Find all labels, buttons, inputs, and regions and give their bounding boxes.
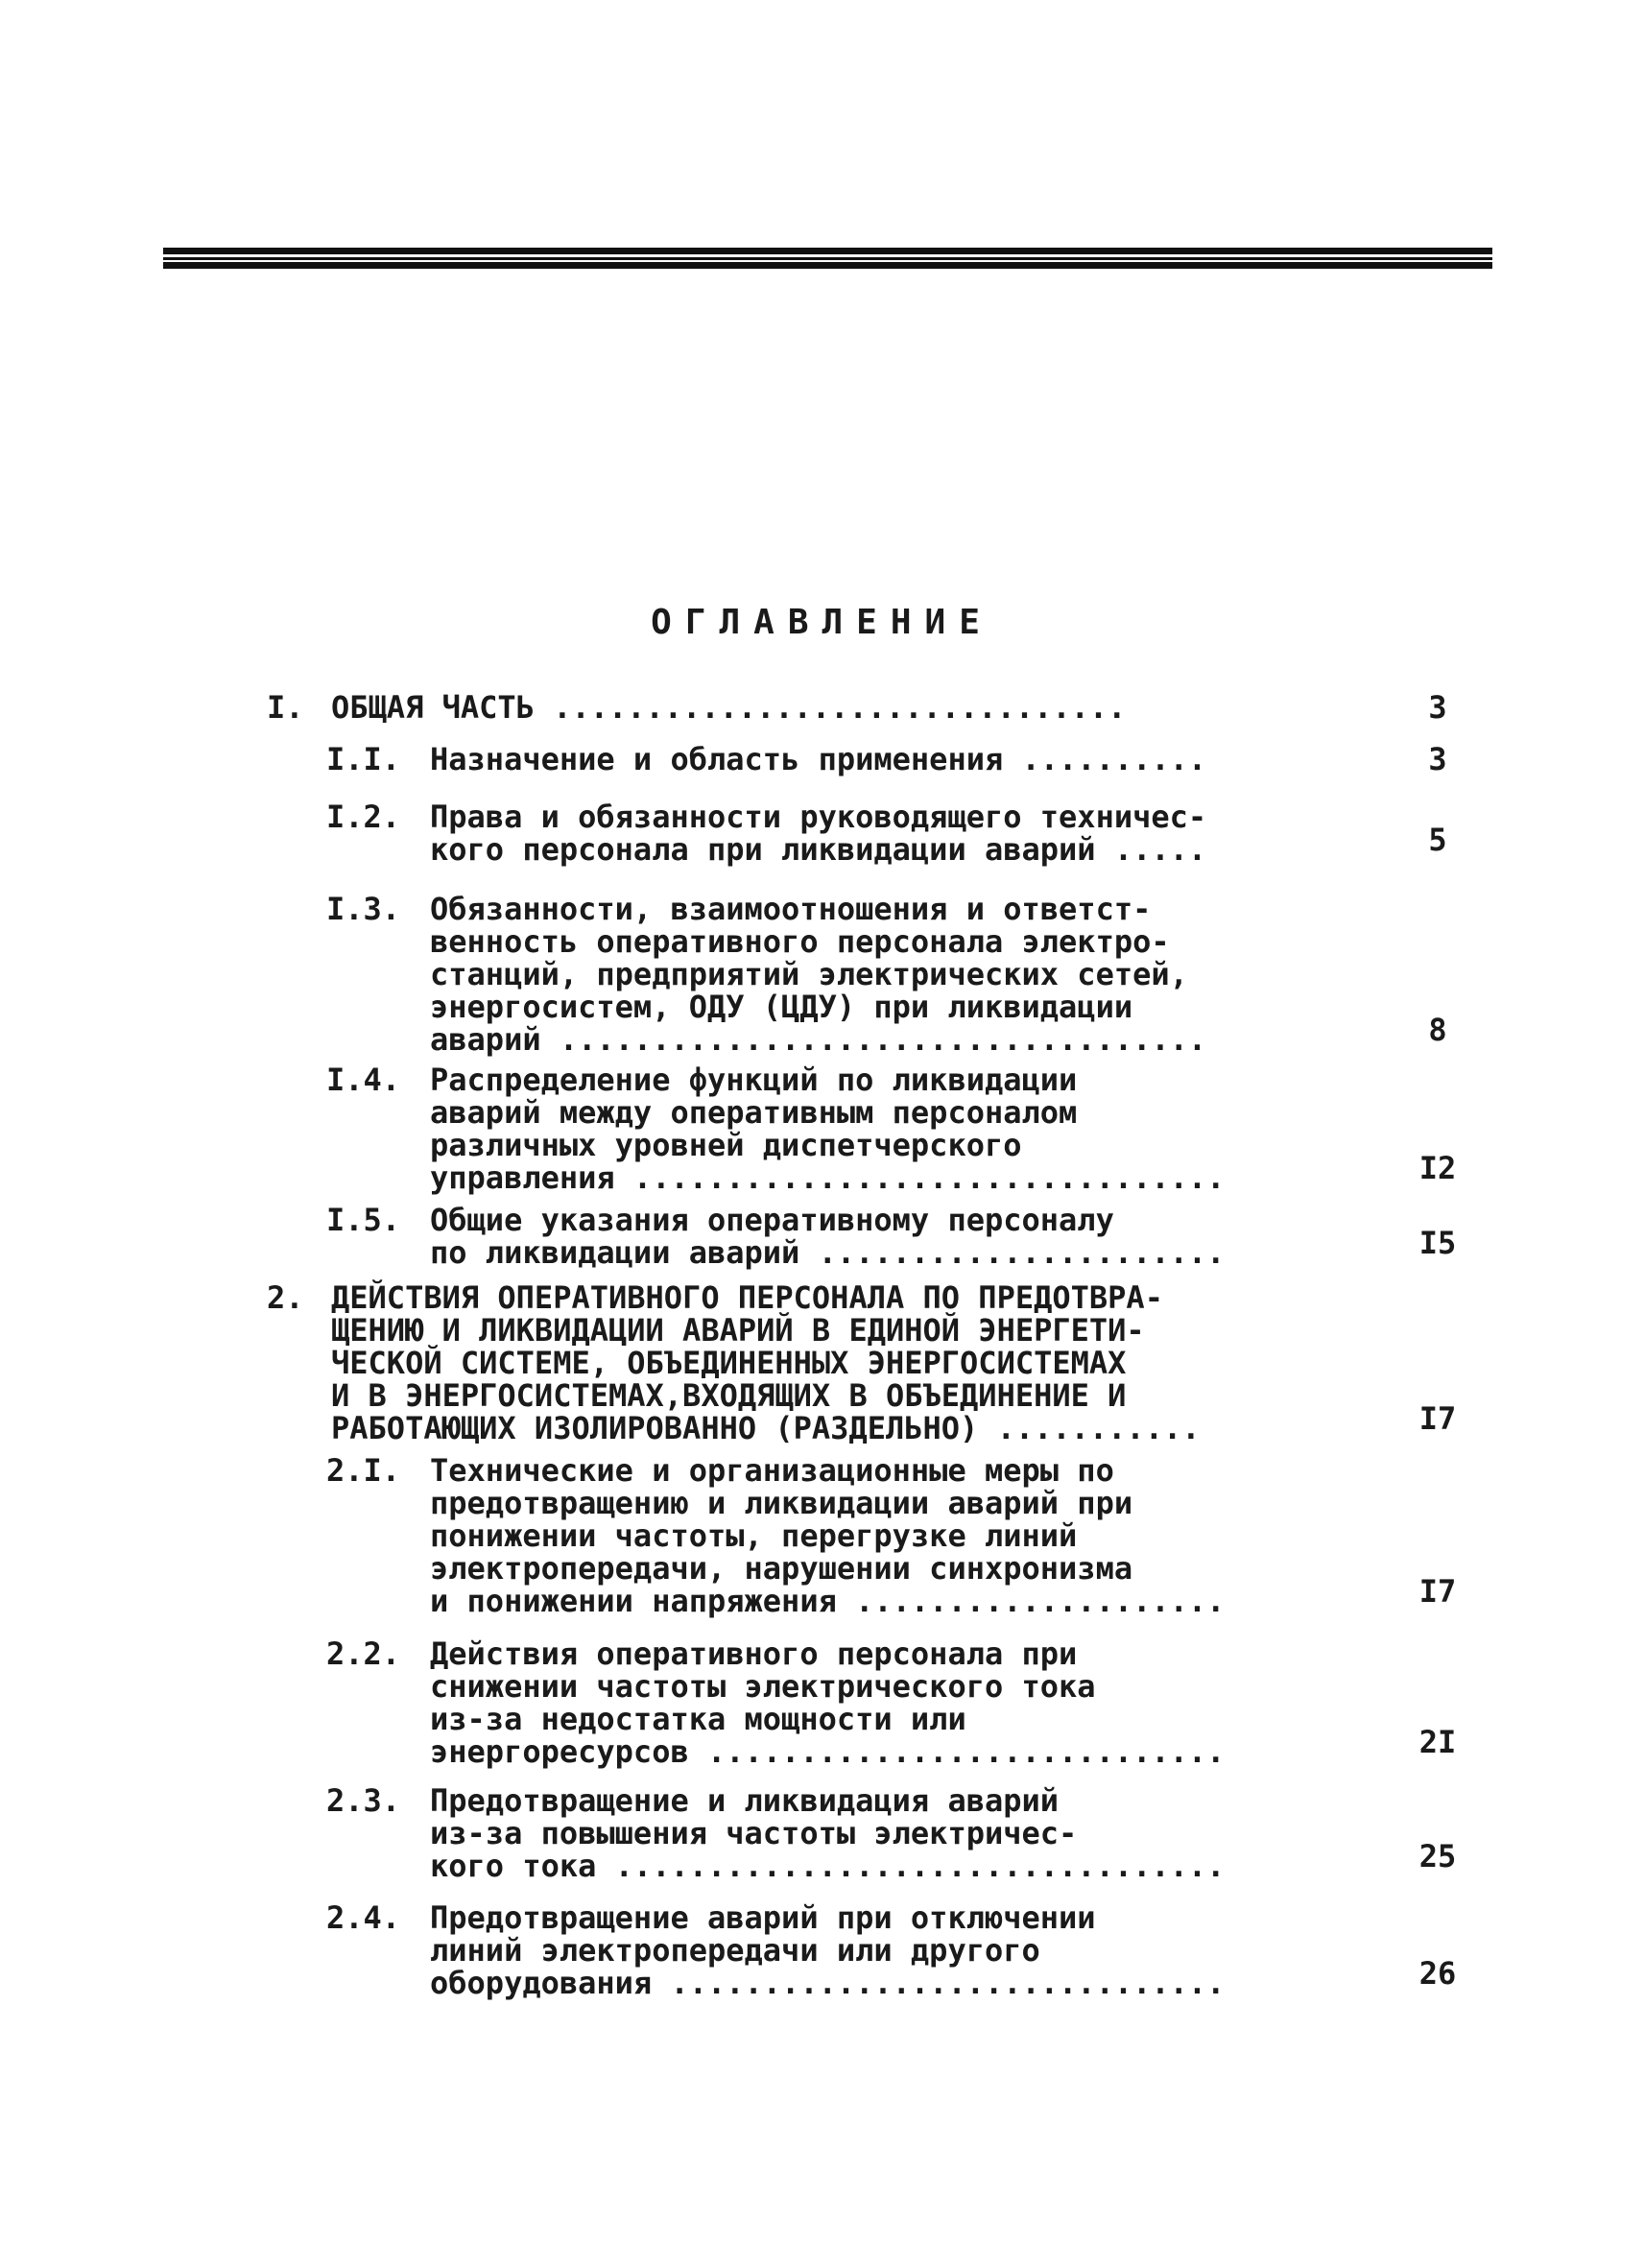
toc-entry [0,800,1644,866]
toc-entry [0,691,1644,724]
toc-entry-line: венность оперативного персонала электро- [430,923,1170,960]
toc-entry-page: I7 [1418,1573,1457,1610]
toc-entry-page: 3 [1428,689,1447,726]
toc-entry [0,1204,1644,1269]
toc-entry-number: I. [267,689,304,726]
toc-entry-line: ЧЕСКОЙ СИСТЕМЕ, ОБЪЕДИНЕННЫХ ЭНЕРГОСИСТЕМАХ [331,1345,1127,1381]
toc-entry-line: кого тока ................................. [430,1848,1226,1884]
toc-entry-line: понижении частоты, перегрузке линий [430,1517,1078,1554]
toc-entry-title [430,800,1206,866]
top-rule [163,248,1492,254]
toc-entry-line: предотвращению и ликвидации аварий при [430,1485,1133,1521]
toc-entry-line: из-за недостатка мощности или [430,1701,966,1737]
toc-entry-title [430,1204,1225,1269]
toc-entry-title [430,893,1206,1056]
toc-entry-number: 2.I. [326,1452,401,1489]
toc-entry [0,1637,1644,1768]
toc-entry-line: Технические и организационные меры по [430,1452,1114,1489]
toc-entry-line: Обязанности, взаимоотношения и ответст- [430,891,1152,927]
toc-entry-line: ОБЩАЯ ЧАСТЬ ............................... [331,689,1127,726]
toc-entry-line: по ликвидации аварий ...................... [430,1234,1226,1271]
toc-entry-page: 3 [1428,741,1447,777]
toc-entry [0,1454,1644,1617]
toc-entry-title [430,1784,1225,1882]
toc-entry-number: 2. [267,1279,304,1316]
toc-entry-line: снижении частоты электрического тока [430,1668,1096,1705]
toc-entry-page: I2 [1418,1150,1457,1186]
toc-entry [0,893,1644,1056]
toc-entry-line: энергоресурсов ............................ [430,1733,1226,1770]
toc-entry-line: И В ЭНЕРГОСИСТЕМАХ,ВХОДЯЩИХ В ОБЪЕДИНЕНИЕ И [331,1377,1127,1414]
toc-entry-page: I5 [1418,1225,1457,1261]
toc-entry-page: 26 [1418,1955,1457,1992]
toc-entry-line: Действия оперативного персонала при [430,1635,1078,1672]
toc-entry [0,1901,1644,1999]
toc-entry-page: 8 [1428,1012,1447,1048]
toc-entry-line: аварий ................................... [430,1021,1207,1058]
page-title: ОГЛАВЛЕНИЕ [651,603,993,642]
toc-entry-line: аварий между оперативным персоналом [430,1094,1078,1131]
toc-entry-line: Предотвращение и ликвидация аварий [430,1782,1060,1819]
toc-entry-title [331,1281,1200,1444]
toc-entry-line: Распределение функций по ликвидации [430,1062,1078,1098]
toc-entry-line: электропередачи, нарушении синхронизма [430,1550,1133,1587]
toc-entry-line: Права и обязанности руководящего техничес- [430,799,1207,835]
toc-entry-line: станций, предприятий электрических сетей, [430,956,1188,992]
toc-entry-number: 2.2. [326,1635,401,1672]
toc-entry-line: Назначение и область применения .......... [430,741,1207,777]
toc-entry [0,1281,1644,1444]
toc-entry-page: 5 [1428,822,1447,858]
toc-entry-title [430,1901,1225,1999]
toc-entry-line: РАБОТАЮЩИХ ИЗОЛИРОВАННО (РАЗДЕЛЬНО) ........... [331,1410,1201,1446]
toc-entry-title [430,743,1206,776]
toc-entry-page: 25 [1418,1838,1457,1874]
toc-entry-line: из-за повышения частоты электричес- [430,1815,1078,1851]
toc-entry-number: 2.4. [326,1899,401,1936]
toc-entry-page: 2I [1418,1724,1457,1760]
toc-entry [0,1784,1644,1882]
toc-entry-title [430,1637,1225,1768]
toc-entry [0,743,1644,776]
toc-entry-line: кого персонала при ликвидации аварий ..... [430,831,1207,868]
toc-entry-title [430,1454,1225,1617]
toc-entry-line: энергосистем, ОДУ (ЦДУ) при ликвидации [430,989,1133,1025]
toc-entry-line: и понижении напряжения .................... [430,1583,1226,1619]
toc-entry-line: ДЕЙСТВИЯ ОПЕРАТИВНОГО ПЕРСОНАЛА ПО ПРЕДОТВРА- [331,1279,1163,1316]
toc-entry [0,1063,1644,1194]
top-rule-thin [163,257,1492,260]
toc-entry-line: оборудования .............................. [430,1965,1226,2001]
toc-entry-line: ЩЕНИЮ И ЛИКВИДАЦИИ АВАРИЙ В ЕДИНОЙ ЭНЕРГЕТИ- [331,1312,1145,1349]
toc-entry-number: 2.3. [326,1782,401,1819]
top-rule-bottom [163,262,1492,269]
toc-entry-line: управления ................................ [430,1159,1226,1196]
toc-entry-number: I.3. [326,891,401,927]
toc-entry-line: различных уровней диспетчерского [430,1127,1022,1163]
toc-entry-number: I.5. [326,1202,401,1238]
toc-entry-number: I.I. [326,741,401,777]
toc-entry-line: линий электропередачи или другого [430,1932,1040,1969]
toc-entry-title [430,1063,1225,1194]
toc-entry-line: Общие указания оперативному персоналу [430,1202,1114,1238]
toc-entry-line: Предотвращение аварий при отключении [430,1899,1096,1936]
toc-entry-title [331,691,1126,724]
toc-entry-number: I.2. [326,799,401,835]
toc-entry-number: I.4. [326,1062,401,1098]
toc-entry-page: I7 [1418,1400,1457,1437]
